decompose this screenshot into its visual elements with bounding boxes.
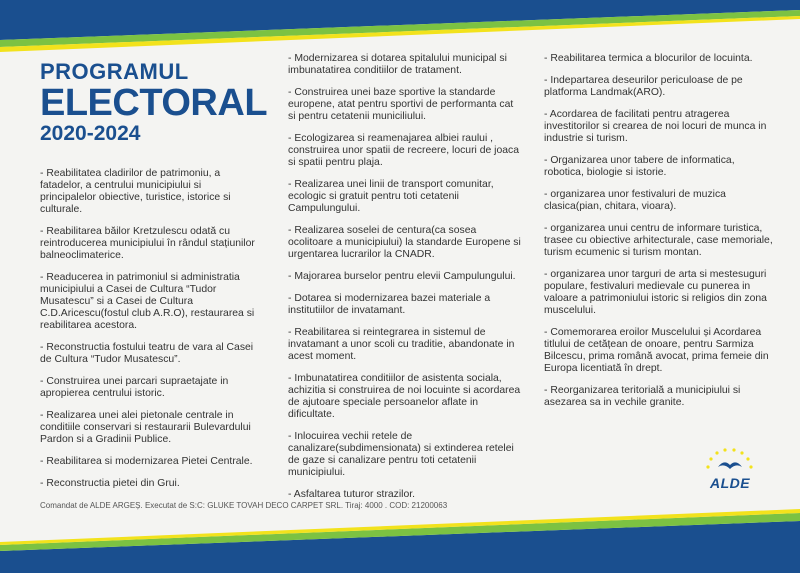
program-item: - Organizarea unor tabere de informatica, robotica, biologie si istorie. <box>544 155 735 178</box>
program-item: - Construirea unei baze sportive la standarde europene, atat pentru sportivi de performanta cat si pentru cetatenii municiliului. <box>288 87 514 122</box>
alde-logo-graphic <box>700 447 760 477</box>
title-line-electoral: ELECTORAL <box>40 82 268 124</box>
program-item: - Reabilitarea băilor Kretzulescu odată cu reintroducerea municipiului în rândul stațiunilor balneoclimaterice. <box>40 226 255 261</box>
top-band-graphic <box>0 0 800 56</box>
program-item: - Readucerea in patrimoniul si administratia municipiului a Casei de Cultura “Tudor Musatescu” si a Casei de Cultura C.D.Aricescu(fostul club A.R.O), restaurarea si reabilitarea acestora. <box>40 272 255 331</box>
program-item: - Realizarea unei alei pietonale centrale in conditiile conservari si restaurarii Bulevardului Pardon si a Gradinii Publice. <box>40 410 251 445</box>
program-item: - Inlocuirea vechii retele de canalizare(subdimensionata) si extinderea retelei de gaze si canalizare pentru toti cetatenii municipiului. <box>288 431 514 478</box>
program-column-2 <box>288 53 523 511</box>
top-decorative-band <box>0 0 800 56</box>
program-item: - organizarea unor targuri de arta si mestesuguri populare, festivaluri medievale cu punerea in valoare a patrimoniului istoric si religios din zona muscelului. <box>544 269 767 316</box>
footer-imprint: Comandat de ALDE ARGEȘ. Executat de S:C: GLUKE TOVAH DECO CARPET SRL. Tiraj: 4000 . COD: 21200063 <box>40 501 448 510</box>
program-item: - Construirea unei parcari supraetajate in apropierea centrului istoric. <box>40 376 229 399</box>
program-title <box>40 60 267 146</box>
program-item: - Imbunatatirea conditiilor de asistenta sociala, achizitia si construirea de noi locuinte si acordarea de ajutoare speciale persoanelor aflate in dificultate. <box>288 373 521 420</box>
program-item: - organizarea unor festivaluri de muzica clasica(pian, chitara, vioara). <box>544 189 726 212</box>
title-line-programul: PROGRAMUL <box>40 59 189 84</box>
program-column-1 <box>40 168 260 500</box>
program-item: - Dotarea si modernizarea bazei materiale a institutiilor de invatamant. <box>288 293 491 316</box>
program-item: - Realizarea soselei de centura(ca sosea ocolitoare a municipiului) la standarde Europene si urgentarea lucrarilor la CNADR. <box>288 225 521 260</box>
program-item: - Reabilitarea si reintegrarea in sistemul de invatamant a unor scoli cu traditie, abandonate in acest moment. <box>288 327 515 362</box>
program-item: - Reabilitarea termica a blocurilor de locuinta. <box>544 53 753 64</box>
program-item: - Reabilitatea cladirilor de patrimoniu, a fatadelor, a centrului municipiului si principalelor obiective, turistice, istorice si culturale. <box>40 168 231 215</box>
program-item: - Acordarea de facilitati pentru atragerea investitorilor si crearea de noi locuri de munca in industrie si turism. <box>544 109 767 144</box>
program-item: - Majorarea burselor pentru elevii Campulungului. <box>288 271 516 282</box>
program-item: - Reconstructia pietei din Grui. <box>40 478 180 489</box>
program-item: - Reorganizarea teritorială a municipiului si asezarea sa in vechile granite. <box>544 385 741 408</box>
program-item: - Realizarea unei linii de transport comunitar, ecologic si gratuit pentru toti cetatenii Campulungului. <box>288 179 494 214</box>
program-item: - Modernizarea si dotarea spitalului municipal si imbunatatirea conditiilor de tratament. <box>288 53 507 76</box>
program-item: - Reconstructia fostului teatru de vara al Casei de Cultura “Tudor Musatescu”. <box>40 342 254 365</box>
program-item: - Reabilitarea si modernizarea Pietei Centrale. <box>40 456 253 467</box>
program-item: - Comemorarea eroilor Muscelului și Acordarea titlului de cetățean de onoare, pentru Sarmiza Bilcescu, prima română avocat, prima femeie din Europa licentiată în drept. <box>544 327 769 374</box>
bottom-decorative-band <box>0 509 800 573</box>
program-column-3 <box>544 53 776 419</box>
title-line-years: 2020-2024 <box>40 122 141 145</box>
alde-logo-text: ALDE <box>710 475 751 491</box>
bottom-band-graphic <box>0 509 800 573</box>
program-item: - Indepartarea deseurilor periculoase de pe platforma Landmak(ARO). <box>544 75 743 98</box>
program-item: - organizarea unui centru de informare turistica, trasee cu obiective arhitecturale, case memoriale, turism ecumenic si turism montan. <box>544 223 773 258</box>
program-item: - Ecologizarea si reamenajarea albiei raului , construirea unor spatii de recreere, locuri de joaca si spatii pentru plaja. <box>288 133 520 168</box>
program-item: - Asfaltarea tuturor strazilor. <box>288 489 416 500</box>
